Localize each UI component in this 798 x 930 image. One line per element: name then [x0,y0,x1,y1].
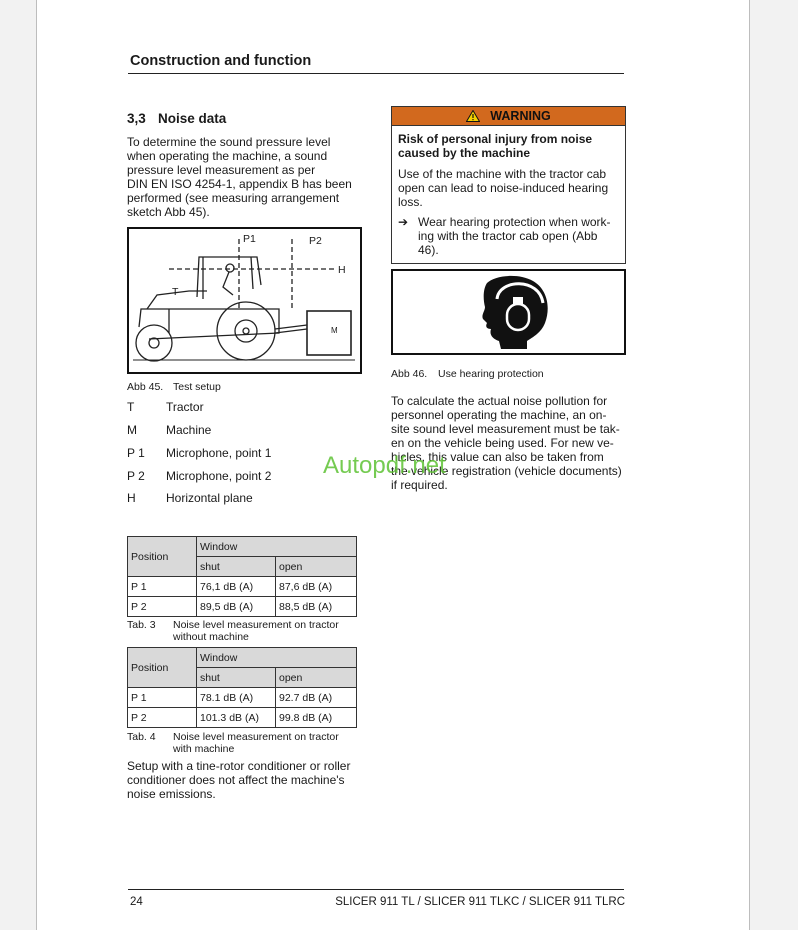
legend-item [127,400,204,414]
setup-note [127,759,377,801]
legend-item [127,491,253,505]
legend-item [127,446,271,460]
watermark: Autopdf.net [323,452,446,479]
legend-item [127,469,271,483]
table4-caption [127,731,339,755]
intro-line: performed (see measuring arrangement [127,191,340,205]
noise-table-with-machine [127,647,357,728]
figure46-caption-number: Abb 46. [391,368,428,380]
paragraph-line: site sound level measurement must be tak- [391,422,620,436]
figure46-caption-text: Use hearing protection [438,368,544,380]
page-number: 24 [130,896,143,908]
header-position: Position [128,537,197,577]
warning-label: WARNING [490,109,551,123]
warning-body-line: loss. [398,195,423,209]
figure45-caption [127,381,221,393]
header-open: open [276,557,357,577]
header-open: open [276,668,357,688]
figure46-caption [391,368,544,380]
header-rule [128,73,624,74]
intro-paragraph [127,135,377,219]
arrow-right-icon: ➔ [398,215,409,229]
cell-position: P 2 [128,708,197,728]
label-p1: P1 [243,233,256,245]
label-m: M [331,326,338,335]
cell-open: 99.8 dB (A) [276,708,357,728]
cell-open: 92.7 dB (A) [276,688,357,708]
paragraph-line: if required. [391,478,448,492]
intro-line: sketch Abb 45). [127,205,210,219]
intro-line: pressure level measurement as per [127,163,316,177]
header-window: Window [197,648,357,668]
cell-shut: 78.1 dB (A) [197,688,276,708]
cell-position: P 1 [128,688,197,708]
section-title: Noise data [158,111,227,126]
legend-value: Tractor [166,400,204,414]
paragraph-line: en on the vehicle being used. For new ve- [391,436,614,450]
product-name: SLICER 911 TL / SLICER 911 TLKC / SLICER 911 TLRC [335,896,625,908]
header-window: Window [197,537,357,557]
setup-note-line: conditioner does not affect the machine's [127,773,345,787]
label-t: T [172,286,179,298]
table-row [128,597,357,617]
warning-heading [398,132,623,160]
table4-caption-line: Noise level measurement on tractor [173,731,339,743]
warning-body-line: open can lead to noise-induced hearing [398,181,609,195]
warning-body-line: Use of the machine with the tractor cab [398,167,607,181]
intro-line: To determine the sound pressure level [127,135,331,149]
hearing-protection-icon [393,271,624,353]
label-p2: P2 [309,235,322,247]
legend-value: Microphone, point 2 [166,469,272,483]
warning-body [398,167,623,209]
cell-position: P 1 [128,577,197,597]
intro-line: when operating the machine, a sound [127,149,328,163]
hearing-protection-figure [391,269,626,355]
legend-value: Microphone, point 1 [166,446,272,460]
section-heading [127,111,226,126]
footer-rule [128,889,624,890]
legend-item [127,423,211,437]
noise-table-without-machine [127,536,357,617]
legend-key: H [127,491,136,505]
table4-caption-number: Tab. 4 [127,731,156,743]
cell-shut: 76,1 dB (A) [197,577,276,597]
warning-heading-line: Risk of personal injury from noise [398,132,593,146]
table3-caption [127,619,339,643]
paragraph-line: the vehicle registration (vehicle documents) [391,464,622,478]
warning-action [398,215,623,257]
figure45-caption-number: Abb 45. [127,381,164,393]
figure45-caption-text: Test setup [173,381,221,393]
header-shut: shut [197,668,276,688]
paragraph-line: hicles, this value can also be taken from [391,450,604,464]
warning-box [391,125,626,264]
table-row [128,577,357,597]
warning-action-line: ing with the tractor cab open (Abb [418,229,598,243]
header-position: Position [128,648,197,688]
cell-open: 88,5 dB (A) [276,597,357,617]
legend-value: Horizontal plane [166,491,253,505]
cell-shut: 89,5 dB (A) [197,597,276,617]
table4-caption-line: with machine [173,743,235,755]
setup-note-line: noise emissions. [127,787,216,801]
table3-caption-line: Noise level measurement on tractor [173,619,339,631]
section-number: 3,3 [127,111,146,126]
cell-open: 87,6 dB (A) [276,577,357,597]
cell-position: P 2 [128,597,197,617]
legend-key: P 2 [127,469,145,483]
cell-shut: 101.3 dB (A) [197,708,276,728]
test-setup-figure [127,227,362,374]
table-row [128,708,357,728]
table3-caption-line: without machine [173,631,249,643]
tractor-sketch [129,229,360,372]
table3-caption-number: Tab. 3 [127,619,156,631]
label-h: H [338,264,346,276]
legend-key: T [127,400,135,414]
header-shut: shut [197,557,276,577]
legend-key: P 1 [127,446,145,460]
legend-key: M [127,423,137,437]
paragraph-line: personnel operating the machine, an on- [391,408,607,422]
warning-action-line: 46). [418,243,439,257]
warning-heading-line: caused by the machine [398,146,531,160]
legend-value: Machine [166,423,212,437]
paragraph-line: To calculate the actual noise pollution for [391,394,608,408]
intro-line: DIN EN ISO 4254-1, appendix B has been [127,177,352,191]
chapter-title: Construction and function [130,53,312,69]
table-row [128,688,357,708]
warning-action-line: Wear hearing protection when work- [418,215,611,229]
warning-banner [391,106,626,126]
setup-note-line: Setup with a tine-rotor conditioner or roller [127,759,351,773]
